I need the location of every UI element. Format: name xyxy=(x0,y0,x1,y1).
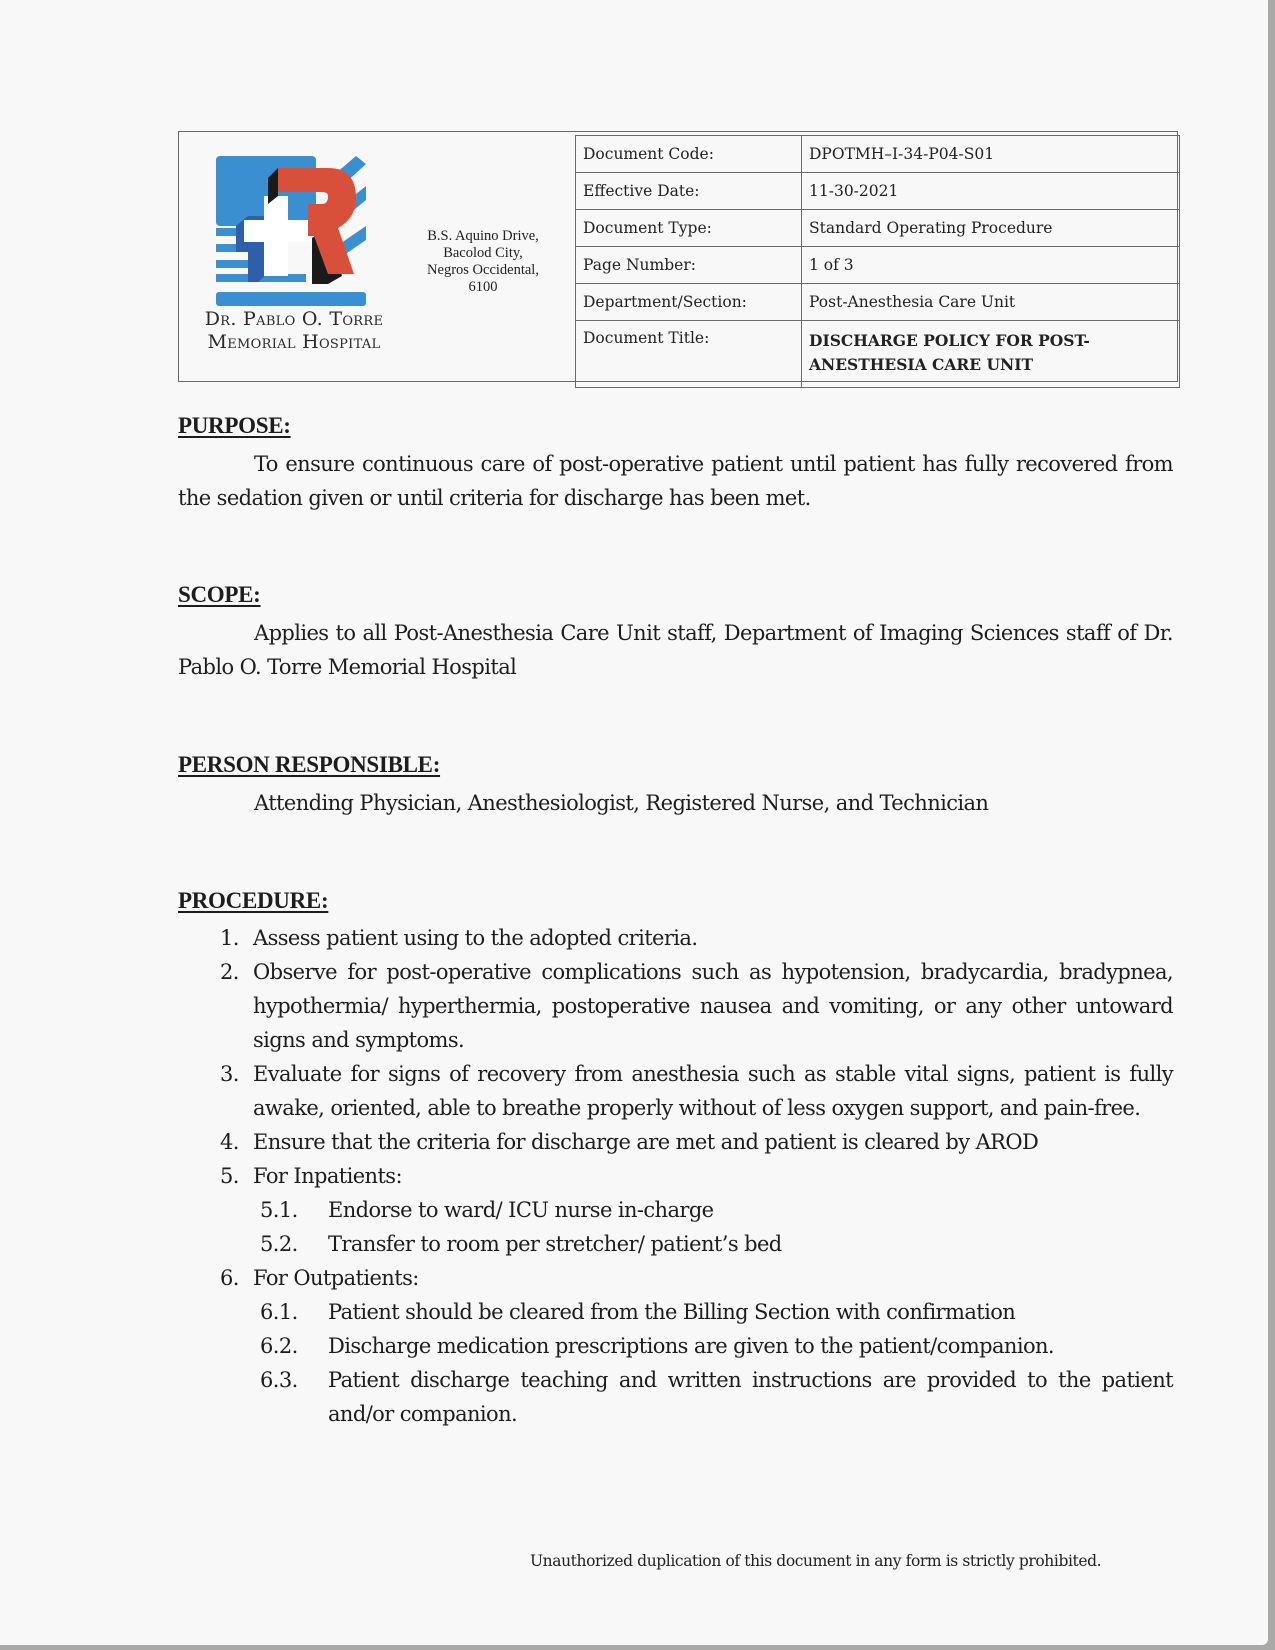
procedure-subitem-text: Transfer to room per stretcher/ patient’s bed xyxy=(328,1232,782,1256)
info-label: Department/Section: xyxy=(576,284,802,321)
info-label: Page Number: xyxy=(576,247,802,284)
procedure-subitem-number: 5.1. xyxy=(260,1198,298,1222)
info-row-department xyxy=(576,284,1180,321)
procedure-subitem-text: Patient should be cleared from the Billing Section with confirmation xyxy=(328,1300,1016,1324)
procedure-item-text: Ensure that the criteria for discharge are met and patient is cleared by AROD xyxy=(253,1130,1039,1154)
procedure-item-text: Assess patient using to the adopted criteria. xyxy=(253,926,698,950)
procedure-item-number: 5. xyxy=(220,1164,239,1188)
procedure-item xyxy=(178,1125,1173,1159)
procedure-item-number: 3. xyxy=(220,1062,239,1086)
procedure-item-text: For Inpatients: xyxy=(253,1164,402,1188)
procedure-item-text: For Outpatients: xyxy=(253,1266,419,1290)
address-line: 6100 xyxy=(468,279,498,295)
document-header-table xyxy=(178,131,1178,382)
hospital-name-line-2: Memorial Hospital xyxy=(207,331,381,353)
procedure-subitem xyxy=(178,1363,1173,1431)
info-row-effective-date xyxy=(576,173,1180,210)
procedure-item xyxy=(178,921,1173,955)
info-row-document-title xyxy=(576,321,1180,388)
procedure-subitem xyxy=(178,1227,1173,1261)
hospital-name xyxy=(179,308,409,354)
person-responsible-text: Attending Physician, Anesthesiologist, Registered Nurse, and Technician xyxy=(254,791,989,815)
procedure-subitem-text: Endorse to ward/ ICU nurse in-charge xyxy=(328,1198,714,1222)
procedure-subitem-text: Patient discharge teaching and written instructions are provided to the patient and/or companion. xyxy=(328,1368,1173,1426)
info-value-effective-date: 11-30-2021 xyxy=(802,173,1180,210)
person-responsible-heading: PERSON RESPONSIBLE: xyxy=(178,752,441,777)
procedure-subitem xyxy=(178,1295,1173,1329)
procedure-item xyxy=(178,1057,1173,1125)
procedure-item xyxy=(178,955,1173,1057)
procedure-item-number: 2. xyxy=(220,960,239,984)
info-value-document-type: Standard Operating Procedure xyxy=(802,210,1180,247)
scope-heading: SCOPE: xyxy=(178,582,261,607)
address-line: Negros Occidental, xyxy=(427,262,539,278)
info-label: Effective Date: xyxy=(576,173,802,210)
footer-notice: Unauthorized duplication of this document in any form is strictly prohibited. xyxy=(530,1552,1102,1570)
hospital-branding-cell xyxy=(179,132,575,381)
info-label: Document Title: xyxy=(576,321,802,388)
procedure-subitem xyxy=(178,1193,1173,1227)
procedure-list xyxy=(178,921,1173,1431)
info-value-page-number: 1 of 3 xyxy=(802,247,1180,284)
info-value-document-title: DISCHARGE POLICY FOR POST-ANESTHESIA CARE UNIT xyxy=(802,321,1180,388)
procedure-item xyxy=(178,1159,1173,1193)
address-line: Bacolod City, xyxy=(443,245,523,261)
procedure-subitem-number: 6.2. xyxy=(260,1334,298,1358)
info-row-page-number xyxy=(576,247,1180,284)
procedure-item-number: 4. xyxy=(220,1130,239,1154)
purpose-text: To ensure continuous care of post-operative patient until patient has fully recovered from the sedation given or until criteria for discharge has been met. xyxy=(178,452,1173,510)
procedure-subitem-text: Discharge medication prescriptions are given to the patient/companion. xyxy=(328,1334,1055,1358)
procedure-item-number: 6. xyxy=(220,1266,239,1290)
hospital-name-line-1: Dr. Pablo O. Torre xyxy=(204,308,384,330)
procedure-item-text: Observe for post-operative complications such as hypotension, bradycardia, bradypnea, hypothermia/ hyperthermia, postoperative nausea and vomiting, or any other untoward signs and symptoms. xyxy=(253,960,1173,1052)
hospital-address xyxy=(394,228,572,296)
hospital-logo-icon xyxy=(216,156,372,308)
document-info-table xyxy=(575,135,1180,388)
info-row-document-type xyxy=(576,210,1180,247)
info-row-document-code xyxy=(576,136,1180,173)
procedure-subitem-number: 5.2. xyxy=(260,1232,298,1256)
info-value-department: Post-Anesthesia Care Unit xyxy=(802,284,1180,321)
purpose-heading: PURPOSE: xyxy=(178,413,291,438)
procedure-heading: PROCEDURE: xyxy=(178,888,329,913)
procedure-subitem-number: 6.1. xyxy=(260,1300,298,1324)
procedure-subitem xyxy=(178,1329,1173,1363)
procedure-item xyxy=(178,1261,1173,1295)
procedure-item-number: 1. xyxy=(220,926,239,950)
info-label: Document Type: xyxy=(576,210,802,247)
procedure-item-text: Evaluate for signs of recovery from anesthesia such as stable vital signs, patient is fully awake, oriented, able to breathe properly without of less oxygen support, and pain-free. xyxy=(253,1062,1173,1120)
info-value-document-code: DPOTMH–I-34-P04-S01 xyxy=(802,136,1180,173)
info-label: Document Code: xyxy=(576,136,802,173)
scope-text: Applies to all Post-Anesthesia Care Unit staff, Department of Imaging Sciences staff of Dr. Pablo O. Torre Memorial Hospital xyxy=(178,621,1173,679)
procedure-subitem-number: 6.3. xyxy=(260,1368,298,1392)
address-line: B.S. Aquino Drive, xyxy=(427,228,539,244)
